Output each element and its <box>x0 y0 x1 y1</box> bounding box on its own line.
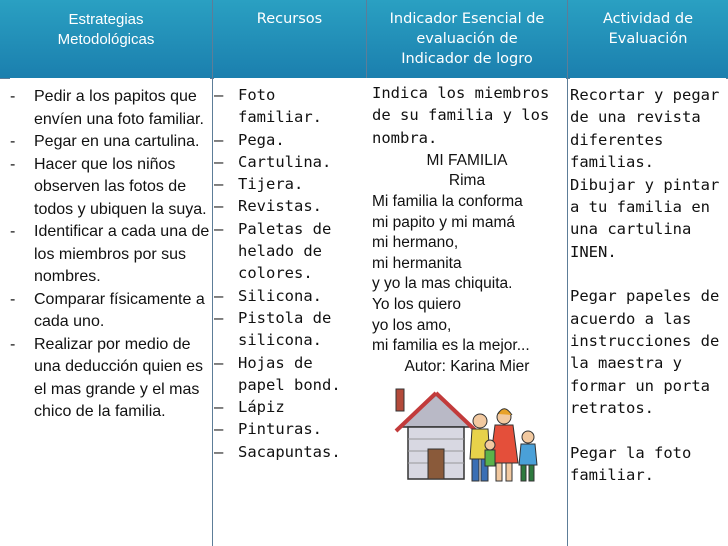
recurso-text: Foto familiar. <box>238 86 322 127</box>
header-actividad-line2: Evaluación <box>608 31 688 47</box>
header-estrategias-line1: Estrategias <box>68 11 144 28</box>
recurso-text: Hojas de papel bond. <box>238 353 341 394</box>
list-item: - Identificar a cada una de los miembros por sus nombres. <box>10 223 210 285</box>
recurso-text: Paletas de helado de colores. <box>238 219 332 283</box>
column-divider <box>567 0 568 546</box>
poem-line: yo los amo, <box>372 316 452 334</box>
header-estrategias <box>0 0 212 78</box>
poem-lines <box>368 192 566 357</box>
indicador-cell <box>368 78 566 546</box>
list-item: - Comparar físicamente a cada uno. <box>10 290 205 330</box>
poem-title: MI FAMILIA <box>426 151 508 169</box>
list-item: – Lápiz <box>214 398 285 417</box>
recurso-text: Pega. <box>238 130 285 149</box>
header-indicador-line3: Indicador de logro <box>401 51 533 67</box>
recursos-list <box>214 78 368 546</box>
poem-line: mi hermano, <box>372 234 459 252</box>
indicador-intro: Indica los miembros de su familia y los nombra. <box>372 84 550 147</box>
list-item: – Pinturas. <box>214 420 322 439</box>
list-item: – Tijera. <box>214 175 304 194</box>
header-indicador-line2: evaluación de <box>416 31 518 47</box>
recurso-text: Pistola de silicona. <box>238 308 332 350</box>
list-item: – Revistas. <box>214 197 322 216</box>
poem-line: mi hermanita <box>372 254 462 272</box>
list-item: – Pistola de silicona. <box>214 308 332 350</box>
header-recursos <box>213 0 366 78</box>
header-indicador <box>367 0 567 78</box>
poem-line: mi papito y mi mamá <box>372 213 515 231</box>
estrategia-text: Identificar a cada una de los miembros por sus nombres. <box>34 223 210 285</box>
estrategia-text: Hacer que los niños observen las fotos de todos y ubiquen la suya. <box>34 155 207 218</box>
header-actividad-line1: Actividad de <box>603 11 693 27</box>
estrategia-text: Comparar físicamente a cada uno. <box>34 290 205 330</box>
poem-line: mi familia es la mejor... <box>372 337 530 355</box>
poem-line: Yo los quiero <box>372 296 462 314</box>
list-item: - Pedir a los papitos que envíen una foto familiar. <box>10 88 204 128</box>
list-item: - Pegar en una cartulina. <box>10 133 200 150</box>
recurso-text: Pinturas. <box>238 420 322 439</box>
recurso-text: Revistas. <box>238 197 322 216</box>
poem-author: Autor: Karina Mier <box>404 357 530 375</box>
recurso-text: Sacapuntas. <box>238 442 341 461</box>
list-item: - Realizar por medio de una deducción quien es el mas grande y el mas chico de la familia. <box>10 335 204 420</box>
family-house-illustration <box>388 387 548 487</box>
actividad-paragraph-3: Pegar la foto familiar. <box>570 443 692 485</box>
column-divider <box>212 0 213 546</box>
header-recursos-line1: Recursos <box>256 11 323 27</box>
estrategia-text: Pedir a los papitos que envíen una foto familiar. <box>34 88 204 128</box>
list-item: – Sacapuntas. <box>214 442 341 461</box>
list-item: – Hojas de papel bond. <box>214 353 341 394</box>
actividad-paragraph-2: Pegar papeles de acuerdo a las instrucciones de la maestra y formar un porta retratos. <box>570 287 720 418</box>
poem-line: y yo la mas chiquita. <box>372 275 513 293</box>
list-item: – Paletas de helado de colores. <box>214 219 332 283</box>
poem-subtitle: Rima <box>448 172 486 190</box>
estrategias-list <box>10 78 210 546</box>
header-indicador-line1: Indicador Esencial de <box>389 11 545 27</box>
list-item: – Pega. <box>214 130 285 149</box>
recurso-text: Cartulina. <box>238 152 332 171</box>
header-actividad <box>568 0 728 78</box>
header-estrategias-line2: Metodológicas <box>57 31 155 48</box>
recurso-text: Lápiz <box>238 398 285 417</box>
list-item: - Hacer que los niños observen las fotos de todos y ubiquen la suya. <box>10 155 207 218</box>
actividad-cell <box>570 78 726 546</box>
poem-line: Mi familia la conforma <box>372 193 523 211</box>
estrategia-text: Pegar en una cartulina. <box>34 133 200 150</box>
recurso-text: Tijera. <box>238 175 304 194</box>
estrategia-text: Realizar por medio de una deducción quien es el mas grande y el mas chico de la familia. <box>34 335 204 420</box>
actividad-paragraph-1: Recortar y pegar de una revista diferentes familias. Dibujar y pintar a tu familia en una cartulina INEN. <box>570 86 720 261</box>
recurso-text: Silicona. <box>238 286 322 305</box>
list-item: – Foto familiar. <box>214 86 322 127</box>
list-item: – Silicona. <box>214 286 322 305</box>
list-item: – Cartulina. <box>214 152 332 171</box>
